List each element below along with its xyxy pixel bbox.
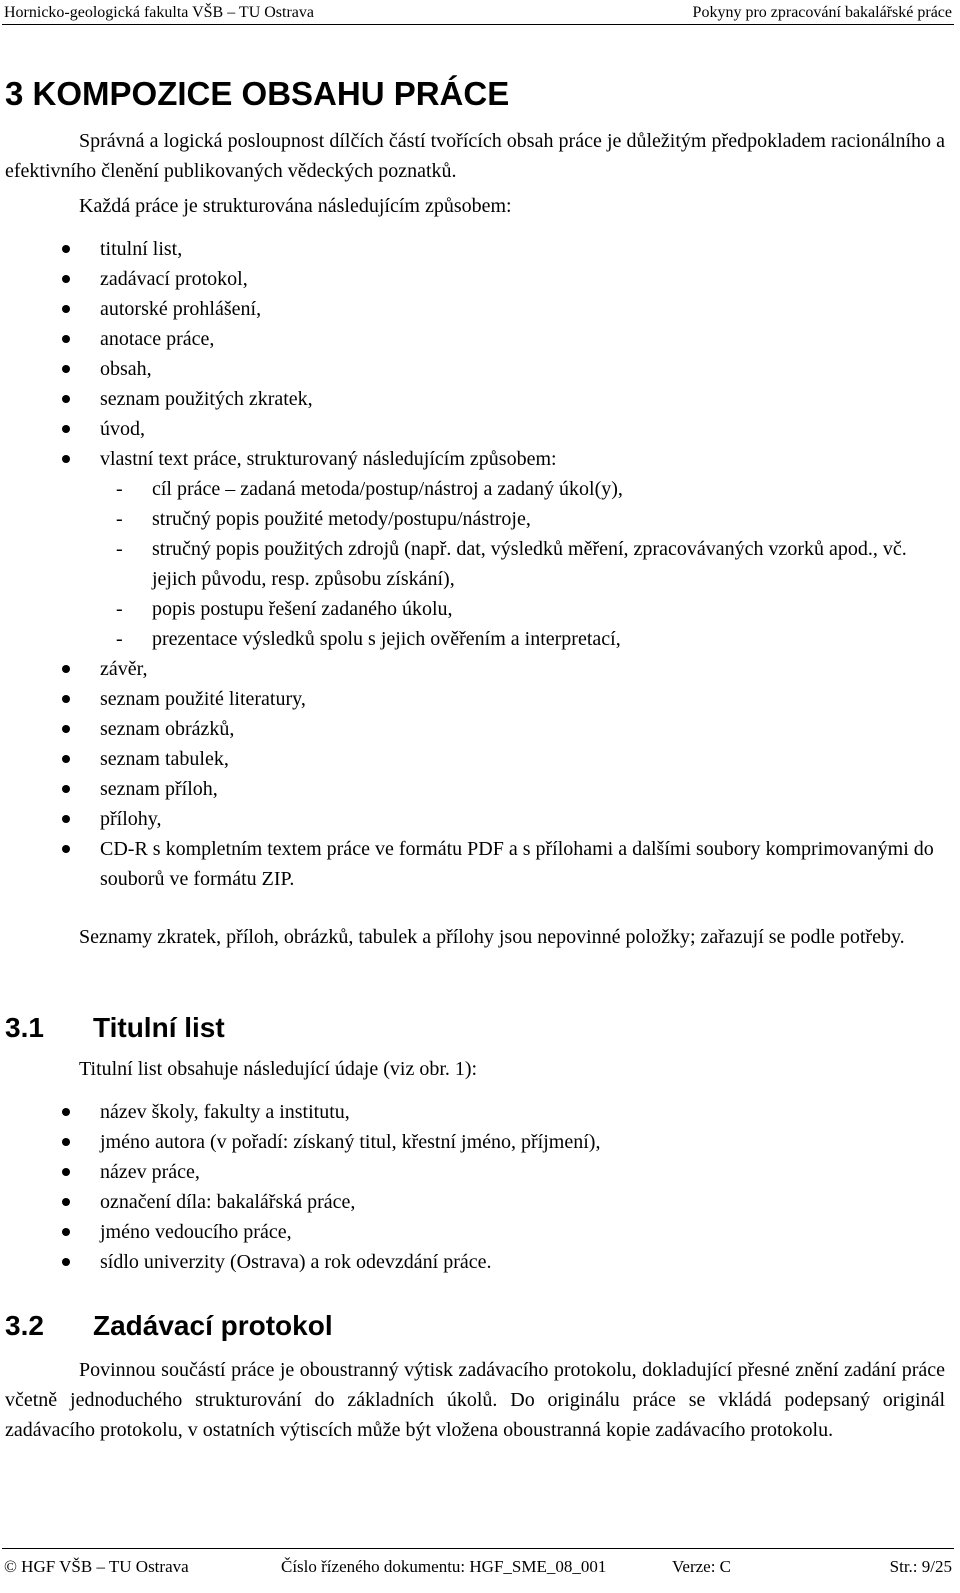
- section-3-heading: 3 KOMPOZICE OBSAHU PRÁCE: [5, 75, 510, 112]
- list-item: obsah,: [0, 354, 940, 384]
- footer-page-number: Str.: 9/25: [889, 1557, 952, 1576]
- list-item: seznam příloh,: [0, 774, 940, 804]
- page-footer: [2, 1548, 954, 1589]
- list-item: vlastní text práce, strukturovaný následujícím způsobem: - cíl práce – zadaná metoda/postup/nástroj a zadaný úkol(y), - stručný popis použité metody/postupu/nástroje, - stručný popis použitých zdrojů (např. dat, výsledků měření, zpracovávaných vzorků apod., vč. jejich původu, resp. způsobu získání), - popis postupu řešení zadaného úkolu, - prezentace výsledků spolu s jejich ověřením a interpretací,: [0, 444, 940, 654]
- footer-version: Verze: C: [672, 1557, 732, 1576]
- list-item: název školy, fakulty a institutu,: [0, 1097, 940, 1127]
- bullet-icon: [62, 755, 70, 763]
- bullet-icon: [62, 1108, 70, 1116]
- list-item: seznam použité literatury,: [0, 684, 940, 714]
- list-item: zadávací protokol,: [0, 264, 940, 294]
- list-item: titulní list,: [0, 234, 940, 264]
- bullet-icon: [62, 1138, 70, 1146]
- optional-items-note: Seznamy zkratek, příloh, obrázků, tabulek a přílohy jsou nepovinné položky; zařazují se podle potřeby.: [79, 926, 905, 948]
- section-3-2-paragraph: Povinnou součástí práce je oboustranný výtisk zadávacího protokolu, dokladující přesné znění zadání práce včetně jednoduchého strukturování do základních úkolů. Do originálu práce se vkládá podepsaný originál zadávacího protokolu, v ostatních výtiscích může být vložena oboustranná kopie zadávacího protokolu.: [5, 1359, 945, 1441]
- bullet-icon: [62, 305, 70, 313]
- title-page-intro: Titulní list obsahuje následující údaje (viz obr. 1):: [79, 1058, 478, 1080]
- sublist-item: - prezentace výsledků spolu s jejich ověřením a interpretací,: [116, 628, 621, 650]
- sublist-item: - stručný popis použité metody/postupu/nástroje,: [116, 508, 531, 530]
- main-text-sublist: [100, 474, 940, 654]
- bullet-icon: [62, 245, 70, 253]
- bullet-icon: [62, 1198, 70, 1206]
- structure-intro: Každá práce je strukturována následujícím způsobem:: [79, 195, 512, 217]
- title-page-list: [0, 1097, 940, 1277]
- footer-copyright: © HGF VŠB – TU Ostrava: [4, 1557, 189, 1576]
- bullet-icon: [62, 1168, 70, 1176]
- list-item: jméno autora (v pořadí: získaný titul, křestní jméno, příjmení),: [0, 1127, 940, 1157]
- list-item: seznam obrázků,: [0, 714, 940, 744]
- section-3-1-heading: 3.1 Titulní list: [5, 1012, 225, 1043]
- bullet-icon: [62, 395, 70, 403]
- bullet-icon: [62, 455, 70, 463]
- bullet-icon: [62, 845, 70, 853]
- structure-list: [0, 234, 940, 894]
- section-3-paragraph: Správná a logická posloupnost dílčích částí tvořících obsah práce je důležitým předpokladem racionálního a efektivního členění publikovaných vědeckých poznatků.: [5, 130, 945, 182]
- list-item: sídlo univerzity (Ostrava) a rok odevzdání práce.: [0, 1247, 940, 1277]
- list-item: přílohy,: [0, 804, 940, 834]
- header-document-title: Pokyny pro zpracování bakalářské práce: [692, 4, 952, 21]
- bullet-icon: [62, 695, 70, 703]
- sublist-item: - cíl práce – zadaná metoda/postup/nástroj a zadaný úkol(y),: [116, 478, 623, 500]
- sublist-item: - popis postupu řešení zadaného úkolu,: [116, 598, 453, 620]
- bullet-icon: [62, 365, 70, 373]
- list-item: CD-R s kompletním textem práce ve formátu PDF a s přílohami a dalšími soubory komprimovanými do souborů ve formátu ZIP.: [0, 834, 940, 894]
- bullet-icon: [62, 815, 70, 823]
- list-item: označení díla: bakalářská práce,: [0, 1187, 940, 1217]
- list-item: závěr,: [0, 654, 940, 684]
- bullet-icon: [62, 665, 70, 673]
- section-3-2-heading: 3.2 Zadávací protokol: [5, 1310, 333, 1341]
- list-item: seznam tabulek,: [0, 744, 940, 774]
- list-item: úvod,: [0, 414, 940, 444]
- bullet-icon: [62, 1258, 70, 1266]
- bullet-icon: [62, 275, 70, 283]
- bullet-icon: [62, 1228, 70, 1236]
- sublist-item: - stručný popis použitých zdrojů (např. dat, výsledků měření, zpracovávaných vzorků apod., vč. jejich původu, resp. způsobu získání),: [116, 538, 907, 590]
- bullet-icon: [62, 425, 70, 433]
- list-item: název práce,: [0, 1157, 940, 1187]
- bullet-icon: [62, 785, 70, 793]
- page-header: [2, 4, 954, 25]
- list-item: seznam použitých zkratek,: [0, 384, 940, 414]
- list-item: jméno vedoucího práce,: [0, 1217, 940, 1247]
- bullet-icon: [62, 725, 70, 733]
- bullet-icon: [62, 335, 70, 343]
- list-item: autorské prohlášení,: [0, 294, 940, 324]
- header-faculty: Hornicko-geologická fakulta VŠB – TU Ostrava: [4, 4, 315, 21]
- footer-document-number: Číslo řízeného dokumentu: HGF_SME_08_001: [281, 1557, 607, 1576]
- list-item: anotace práce,: [0, 324, 940, 354]
